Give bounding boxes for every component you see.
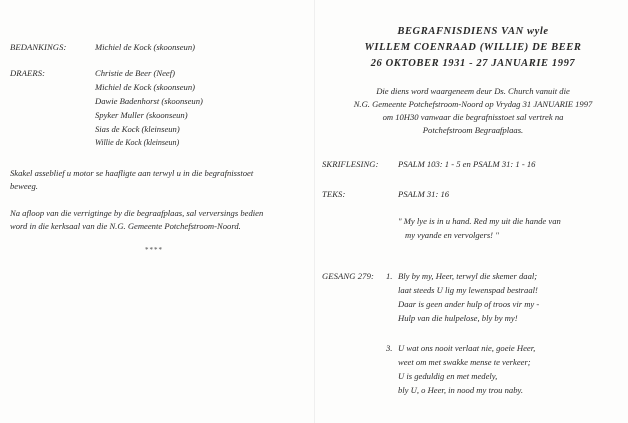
hymn-verse-line: bly U, o Heer, in nood my trou naby. (398, 385, 523, 395)
fold-line (314, 0, 315, 423)
hymn-verse-number: 1. (386, 271, 393, 281)
motor-note-line: beweeg. (10, 181, 38, 191)
text-label: TEKS: (322, 189, 346, 199)
hymn-verse-number: 3. (386, 343, 393, 353)
hymn-verse-line: U is geduldig en met medely, (398, 371, 498, 381)
bearer-item: Willie de Kock (kleinseun) (95, 138, 180, 147)
hymn-verse-line: weet om met swakke mense te verkeer; (398, 357, 531, 367)
hymn-verse-line: laat steeds U lig my lewenspad bestraal! (398, 285, 538, 295)
bearer-item: Dawie Badenhorst (skoonseun) (95, 96, 203, 106)
separator-stars: **** (145, 246, 163, 254)
hymn-label: GESANG 279: (322, 271, 374, 281)
acknowledgements-name: Michiel de Kock (skoonseun) (95, 42, 195, 52)
bearer-item: Michiel de Kock (skoonseun) (95, 82, 195, 92)
hymn-verse-line: Bly by my, Heer, terwyl die skemer daal; (398, 271, 538, 281)
service-info-line: Die diens word waargeneem deur Ds. Church vanuit die (376, 86, 570, 96)
title-line-service: BEGRAFNISDIENS VAN wyle (397, 26, 549, 37)
motor-note-line: Skakel asseblief u motor se haafligte aan terwyl u in die begrafnisstoet (10, 168, 254, 178)
hymn-verse-line: U wat ons nooit verlaat nie, goeie Heer, (398, 343, 536, 353)
bearer-item: Spyker Muller (skoonseun) (95, 110, 188, 120)
bearers-label: DRAERS: (10, 68, 46, 78)
service-info-line: om 10H30 vanwaar die begrafnisstoet sal vertrek na (382, 112, 564, 122)
hymn-verse-line: Daar is geen ander hulp of troos vir my - (398, 299, 540, 309)
service-info-line: Potchefstroom Begraafplaas. (422, 125, 524, 135)
service-info-line: N.G. Gemeente Potchefstroom-Noord op Vrydag 31 JANUARIE 1997 (353, 99, 593, 109)
scripture-reading-label: SKRIFLESING: (322, 159, 379, 169)
bearer-item: Christie de Beer (Neef) (95, 68, 175, 78)
title-line-dates: 26 OKTOBER 1931 - 27 JANUARIE 1997 (370, 58, 576, 69)
quote-line: my vyande en vervolgers! " (405, 230, 499, 240)
bearer-item: Sias de Kock (kleinseun) (95, 124, 180, 134)
text-value: PSALM 31: 16 (398, 189, 450, 199)
title-line-name: WILLEM COENRAAD (WILLIE) DE BEER (364, 42, 582, 53)
acknowledgements-label: BEDANKINGS: (10, 42, 67, 52)
quote-line: " My lye is in u hand. Red my uit die hande van (398, 216, 561, 226)
refreshments-note-line: Na afloop van die verrigtinge by die begraafplaas, sal verversings bedien (10, 208, 264, 218)
refreshments-note-line: word in die kerksaal van die N.G. Gemeente Potchefstroom-Noord. (10, 221, 241, 231)
hymn-verse-line: Hulp van die hulpelose, bly by my! (398, 313, 518, 323)
scripture-reading-value: PSALM 103: 1 - 5 en PSALM 31: 1 - 16 (398, 159, 536, 169)
